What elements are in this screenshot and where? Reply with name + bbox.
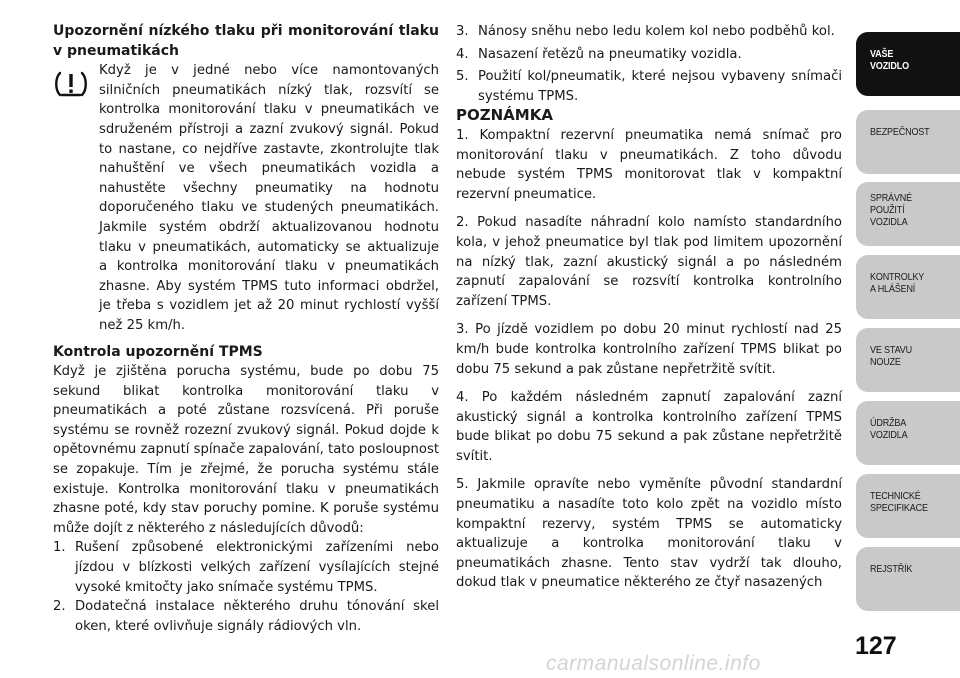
- list-item: 5. Použití kol/pneumatik, které nejsou vybaveny snímači systému TPMS.: [456, 69, 842, 104]
- fault-causes-list: [53, 538, 439, 636]
- note-paragraph: 5. Jakmile opravíte nebo vyměníte původní standardní pneumatiku a nasadíte toto kolo zpět na vozidlo místo kompaktní rezervy, systém TPMS se automaticky aktualizuje a kontrolka monitorování tlaku v pneumatikách zhasne. Tento stav vydrží tak dlouho, dokud tlak v pneumatice některého ze čtyř nasazených: [456, 477, 842, 591]
- section-sidebar: [856, 0, 960, 678]
- tab-kontrolky-a-hlaseni[interactable]: KONTROLKY A HLÁŠENÍ: [856, 255, 960, 319]
- right-column: [456, 22, 842, 593]
- left-column: [53, 22, 439, 636]
- note-paragraph: 3. Po jízdě vozidlem po dobu 20 minut rychlostí nad 25 km/h bude kontrolka kontrolního zařízení TPMS blikat po dobu 75 sekund a pak zůstane nepřetržitě svítit.: [456, 322, 842, 377]
- warning-block: [53, 61, 439, 335]
- tab-ve-stavu-nouze[interactable]: VE STAVU NOUZE: [856, 328, 960, 392]
- watermark: carmanualsonline.info: [546, 652, 761, 675]
- note-paragraph: 1. Kompaktní rezervní pneumatika nemá snímač pro monitorování tlaku v pneumatikách. Z toho důvodu nebude systém TPMS monitorovat tlak v kompaktní rezervní pneumatice.: [456, 127, 842, 202]
- tab-spravne-pouziti-vozidla[interactable]: SPRÁVNÉ POUŽITÍ VOZIDLA: [856, 182, 960, 246]
- tab-udrzba-vozidla[interactable]: ÚDRŽBA VOZIDLA: [856, 401, 960, 465]
- tab-bezpecnost[interactable]: BEZPEČNOST: [856, 110, 960, 174]
- tab-rejstrik[interactable]: REJSTŘÍK: [856, 547, 960, 611]
- list-item: 3. Nánosy sněhu nebo ledu kolem kol nebo podběhů kol.: [456, 24, 835, 39]
- tab-technicke-specifikace[interactable]: TECHNICKÉ SPECIFIKACE: [856, 474, 960, 538]
- list-item: 2. Dodatečná instalace některého druhu tónování skel oken, které ovlivňuje signály rádiových vln.: [53, 599, 439, 634]
- note-title: POZNÁMKA: [456, 106, 553, 125]
- tpms-heading: Kontrola upozornění TPMS: [53, 343, 263, 360]
- list-item: 4. Nasazení řetězů na pneumatiky vozidla.: [456, 46, 742, 62]
- warning-text: Když je v jedné nebo více namontovaných silničních pneumatikách nízký tlak, rozsvítí se kontrolka monitorování tlaku v pneumatikách ve sdruženém přístroji a zazní zvukový signál. Pokud to nastane, co nejdříve zastavte, zkontrolujte tlak nahuštění ve všech pneumatikách vozidla a nahustěte všechny pneumatiky na hodnotu doporučeného tlaku ve studených pneumatikách. Jakmile systém obdrží aktualizovanou hodnotu tlaku v pneumatikách, automaticky se aktualizuje a kontrolka monitorování tlaku v pneumatikách zhasne. Aby systém TPMS tuto informaci obdržel, je třeba s vozidlem jet až 20 minut rychlostí vyšší než 25 km/h.: [99, 63, 439, 333]
- tire-pressure-warning-icon: [53, 64, 89, 104]
- note-paragraph: 2. Pokud nasadíte náhradní kolo namísto standardního kola, v jehož pneumatice byl tlak pod limitem upozornění na nízký tlak, zazní akustický signál a po následném zapnutí zapalování se rozsvítí kontrolka kontrolního zařízení TPMS.: [456, 215, 842, 309]
- page-number: 127: [855, 632, 897, 660]
- tab-vase-vozidlo[interactable]: VAŠE VOZIDLO: [856, 32, 960, 96]
- note-paragraph: 4. Po každém následném zapnutí zapalování zazní akustický signál a kontrolka kontrolního zařízení TPMS bude blikat po dobu 75 sekund a pak zůstane nepřetržitě svítit.: [456, 390, 842, 464]
- list-item: 1. Rušení způsobené elektronickými zařízeními nebo jízdou v blízkosti velkých zařízení vysílajících stejné vysoké kmitočty jako snímače systému TPMS.: [53, 540, 439, 595]
- fault-causes-list-continued: [456, 22, 842, 106]
- warning-heading: Upozornění nízkého tlaku při monitorování tlaku v pneumatikách: [53, 23, 439, 59]
- tpms-text: Když je zjištěna porucha systému, bude po dobu 75 sekund blikat kontrolka monitorování tlaku v pneumatikách a poté zůstane rozsvícená. Při poruše systému se rovněž rozezní zvukový signál. Pokud dojde k opětovnému zapnutí spínače zapalování, tato posloupnost se zopakuje. Tím je zřejmé, že porucha systému stále existuje. Kontrolka monitorování tlaku v pneumatikách zhasne poté, kdy stav poruchy pomine. K poruše systému může dojít z některého z následujících důvodů:: [53, 364, 439, 536]
